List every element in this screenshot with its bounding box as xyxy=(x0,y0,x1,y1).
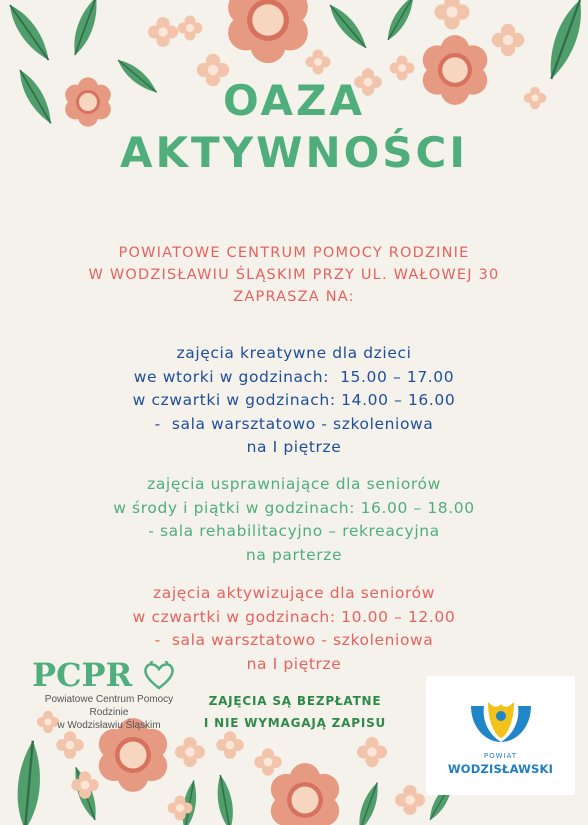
flower-bottom-small-4 xyxy=(216,731,244,759)
powiat-logo-small: POWIAT xyxy=(483,752,518,760)
pcpr-logo-subtitle xyxy=(34,693,184,732)
schedule-line: na parterze xyxy=(245,545,343,564)
leaf-top-right-1 xyxy=(325,1,371,53)
powiat-logo xyxy=(426,676,575,795)
schedule-line: zajęcia aktywizujące dla seniorów xyxy=(153,584,435,602)
flower-top-small-1 xyxy=(148,17,178,47)
flower-bottom-small-2 xyxy=(71,771,99,799)
leaf-bottom-right-1 xyxy=(354,781,383,825)
schedule-line: na I piętrze xyxy=(246,654,342,673)
leaf-top-right-3 xyxy=(542,0,588,82)
flower-top-small-5 xyxy=(435,0,470,30)
schedule-line: w czwartki w godzinach: 10.00 – 12.00 xyxy=(132,607,456,626)
schedule-line: zajęcia usprawniające dla seniorów xyxy=(147,475,441,493)
powiat-emblem-icon xyxy=(466,698,536,748)
schedule-line: - sala warsztatowo - szkoleniowa xyxy=(154,414,434,433)
free-notice xyxy=(175,690,415,734)
flower-bottom-small-7 xyxy=(395,785,425,815)
poster-title-line2: AKTYWNOŚCI xyxy=(120,128,468,177)
pcpr-sub-line2: w Wodzisławiu Śląskim xyxy=(57,720,161,731)
schedule-block-children xyxy=(0,342,588,460)
intro-text xyxy=(0,242,588,308)
schedule-line: - sala warsztatowo - szkoleniowa xyxy=(154,631,434,649)
flower-top-small-7 xyxy=(306,50,331,75)
free-notice-line2: I NIE WYMAGAJĄ ZAPISU xyxy=(203,716,387,730)
powiat-logo-big: WODZISŁAWSKI xyxy=(447,762,554,776)
flower-top-small-4 xyxy=(492,24,525,57)
flower-bottom-2 xyxy=(271,763,339,825)
schedule-line: w czwartki w godzinach: 14.00 – 16.00 xyxy=(132,391,456,409)
intro-line: ZAPRASZA NA: xyxy=(233,289,355,305)
flower-bottom-small-6 xyxy=(357,737,387,767)
flower-bottom-small-3 xyxy=(175,737,205,767)
poster-title-line1: OAZA xyxy=(222,76,366,125)
flower-bottom-small-5 xyxy=(254,748,282,776)
pcpr-sub-line1: Powiatowe Centrum Pomocy Rodzinie xyxy=(44,694,174,718)
schedule-line: we wtorki w godzinach: 15.00 – 17.00 xyxy=(133,367,455,386)
flower-top-small-3 xyxy=(178,16,203,41)
pcpr-logo xyxy=(32,656,182,731)
leaf-bottom-left-1 xyxy=(14,740,43,825)
leaf-top-left-1 xyxy=(3,0,55,64)
schedule-line: - sala rehabilitacyjno – rekreacyjna xyxy=(148,522,440,540)
schedule-block-seniors-rehab xyxy=(0,473,588,567)
pcpr-logo-name: PCPR xyxy=(32,656,133,694)
schedule-line: zajęcia kreatywne dla dzieci xyxy=(176,344,412,362)
free-notice-line1: ZAJĘCIA SĄ BEZPŁATNE xyxy=(208,694,382,708)
intro-line: POWIATOWE CENTRUM POMOCY RODZINIE xyxy=(118,245,470,261)
flower-top-1 xyxy=(228,0,308,63)
leaf-top-right-2 xyxy=(383,0,419,43)
flower-bottom-small-1 xyxy=(56,731,84,759)
leaf-bottom-mid-2 xyxy=(214,774,237,825)
schedule-line: w środy i piątki w godzinach: 16.00 – 18.00 xyxy=(113,498,475,517)
schedule-line: na I piętrze xyxy=(246,438,342,456)
heart-icon xyxy=(142,661,176,691)
intro-line: W WODZISŁAWIU ŚLĄSKIM PRZY UL. WAŁOWEJ 30 xyxy=(88,267,500,283)
leaf-top-left-2 xyxy=(68,0,103,58)
